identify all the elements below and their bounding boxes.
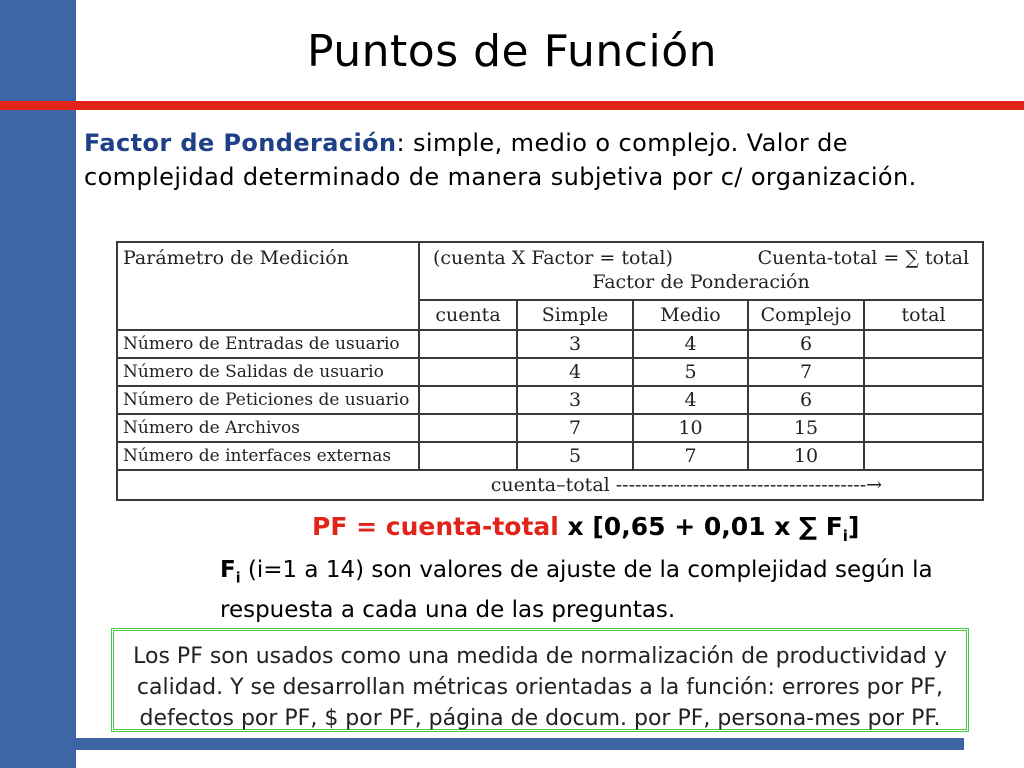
medio-cell: 7: [633, 442, 748, 470]
fi-text: (i=1 a 14) son valores de ajuste de la complejidad según la respuesta a cada una de las preguntas.: [220, 557, 933, 623]
cuenta-cell: [419, 358, 517, 386]
fi-explanation: [220, 555, 980, 626]
col-header-total: total: [864, 300, 983, 330]
col-header-cuenta: cuenta: [419, 300, 517, 330]
formula-subscript: i: [842, 527, 848, 545]
complejo-cell: 6: [748, 330, 864, 358]
cuenta-cell: [419, 330, 517, 358]
countotal-header: Cuenta-total = ∑ total: [757, 247, 970, 269]
count-total-footer: cuenta–total ---------------------------------------→: [117, 470, 983, 500]
total-cell: [864, 386, 983, 414]
table-row: [117, 330, 983, 358]
cuenta-cell: [419, 414, 517, 442]
total-cell: [864, 358, 983, 386]
simple-cell: 7: [517, 414, 633, 442]
slide-title: Puntos de Función: [307, 26, 717, 77]
simple-cell: 3: [517, 386, 633, 414]
cuenta-cell: [419, 442, 517, 470]
fi-symbol: F: [220, 557, 236, 583]
medio-cell: 10: [633, 414, 748, 442]
complejo-cell: 15: [748, 414, 864, 442]
formula-close: ]: [847, 512, 860, 541]
table-row: [117, 358, 983, 386]
total-cell: [864, 442, 983, 470]
complejo-cell: 7: [748, 358, 864, 386]
simple-cell: 4: [517, 358, 633, 386]
pf-usage-note: Los PF son usados como una medida de normalización de productividad y calidad. Y se desarrollan métricas orientadas a la función: errores por PF, defectos por PF, $ por PF, página de docum. por PF, persona-mes por PF.: [111, 628, 969, 732]
function-points-table: [116, 241, 984, 501]
row-label: Número de Entradas de usuario: [117, 330, 419, 358]
medio-cell: 4: [633, 386, 748, 414]
col-header-complejo: Complejo: [748, 300, 864, 330]
medio-cell: 5: [633, 358, 748, 386]
pf-formula: [312, 512, 859, 545]
table-row: [117, 414, 983, 442]
param-header: Parámetro de Medición: [117, 242, 419, 330]
factor-header: Factor de Ponderación: [592, 271, 810, 293]
left-decorative-bar: [0, 0, 76, 768]
complejo-cell: 10: [748, 442, 864, 470]
row-label: Número de interfaces externas: [117, 442, 419, 470]
factor-header-cell: [419, 242, 983, 300]
fi-subscript: i: [235, 570, 241, 587]
table-row: [117, 386, 983, 414]
intro-paragraph: [84, 126, 994, 194]
col-header-medio: Medio: [633, 300, 748, 330]
medio-cell: 4: [633, 330, 748, 358]
row-label: Número de Archivos: [117, 414, 419, 442]
formula-header: (cuenta X Factor = total): [433, 247, 673, 269]
simple-cell: 3: [517, 330, 633, 358]
total-cell: [864, 330, 983, 358]
formula-rhs: x [0,65 + 0,01 x ∑ F: [558, 512, 843, 541]
cuenta-cell: [419, 386, 517, 414]
simple-cell: 5: [517, 442, 633, 470]
bottom-decorative-bar: [76, 738, 964, 750]
total-cell: [864, 414, 983, 442]
row-label: Número de Salidas de usuario: [117, 358, 419, 386]
intro-keyword: Factor de Ponderación: [84, 129, 397, 157]
intro-text: : simple, medio o complejo. Valor de complejidad determinado de manera subjetiva por c/ organización.: [84, 129, 917, 191]
complejo-cell: 6: [748, 386, 864, 414]
row-label: Número de Peticiones de usuario: [117, 386, 419, 414]
table-row: [117, 442, 983, 470]
title-divider-line: [0, 101, 1024, 110]
col-header-simple: Simple: [517, 300, 633, 330]
formula-lhs: PF = cuenta-total: [312, 512, 559, 541]
